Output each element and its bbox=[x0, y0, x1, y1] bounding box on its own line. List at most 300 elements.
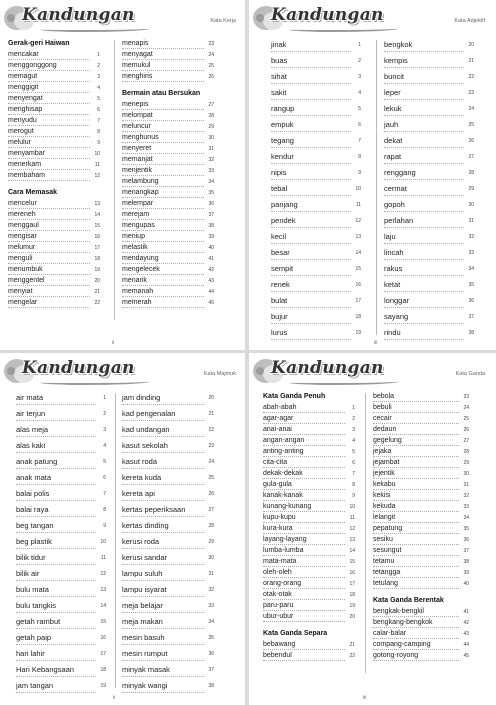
toc-entry[interactable] bbox=[122, 521, 214, 537]
toc-entry[interactable] bbox=[8, 288, 100, 299]
toc-entry[interactable] bbox=[8, 277, 100, 288]
toc-entry[interactable] bbox=[384, 232, 474, 248]
toc-entry[interactable] bbox=[271, 216, 361, 232]
toc-entry[interactable] bbox=[263, 459, 355, 470]
dot-leader bbox=[373, 412, 459, 413]
toc-entry[interactable] bbox=[16, 617, 106, 633]
toc-entry[interactable] bbox=[122, 299, 214, 310]
toc-entry[interactable] bbox=[122, 681, 214, 697]
toc-entry[interactable] bbox=[263, 481, 355, 492]
entry-word: menumbuk bbox=[8, 266, 43, 273]
toc-entry[interactable] bbox=[384, 104, 474, 120]
dot-leader bbox=[8, 59, 90, 60]
entry-word: melulur bbox=[8, 139, 31, 146]
toc-entry[interactable] bbox=[384, 136, 474, 152]
toc-entry[interactable] bbox=[263, 536, 355, 547]
dot-leader bbox=[8, 263, 90, 264]
entry-page-number: 26 bbox=[208, 74, 214, 80]
dot-leader bbox=[122, 564, 204, 565]
toc-entry[interactable] bbox=[122, 222, 214, 233]
decorative-blob bbox=[7, 14, 15, 22]
entry-page-number: 8 bbox=[358, 154, 361, 160]
entry-word: kanak-kanak bbox=[263, 492, 303, 499]
entry-word: tetamu bbox=[373, 558, 395, 565]
dot-leader bbox=[373, 522, 459, 523]
dot-leader bbox=[122, 252, 204, 253]
entry-page-number: 38 bbox=[208, 683, 214, 689]
dot-leader bbox=[271, 323, 351, 324]
toc-entry[interactable] bbox=[373, 547, 469, 558]
dot-leader bbox=[263, 599, 345, 600]
toc-entry[interactable] bbox=[271, 136, 361, 152]
toc-entry[interactable] bbox=[373, 608, 469, 619]
toc-entry[interactable] bbox=[122, 73, 214, 84]
toc-entry[interactable] bbox=[122, 441, 214, 457]
entry-word: lekuk bbox=[384, 104, 402, 113]
toc-entry[interactable] bbox=[263, 641, 355, 652]
toc-entry[interactable] bbox=[271, 264, 361, 280]
toc-entry[interactable] bbox=[271, 104, 361, 120]
toc-entry[interactable] bbox=[384, 280, 474, 296]
section-heading: Bermain atau Bersukan bbox=[122, 90, 201, 97]
dot-leader bbox=[122, 596, 204, 597]
toc-entry[interactable] bbox=[8, 244, 100, 255]
title-swoosh bbox=[289, 379, 399, 385]
dot-leader bbox=[263, 412, 345, 413]
toc-entry[interactable] bbox=[8, 84, 100, 95]
entry-page-number: 3 bbox=[103, 427, 106, 433]
toc-entry[interactable] bbox=[122, 489, 214, 505]
toc-entry[interactable] bbox=[122, 649, 214, 665]
toc-entry[interactable] bbox=[384, 184, 474, 200]
toc-entry[interactable] bbox=[263, 503, 355, 514]
entry-page-number: 9 bbox=[358, 170, 361, 176]
decorative-blob bbox=[7, 367, 15, 375]
toc-entry[interactable] bbox=[122, 233, 214, 244]
entry-page-number: 27 bbox=[463, 438, 469, 444]
entry-page-number: 18 bbox=[100, 667, 106, 673]
toc-entry[interactable] bbox=[16, 473, 106, 489]
toc-entry[interactable] bbox=[8, 139, 100, 150]
toc-entry[interactable] bbox=[8, 62, 100, 73]
toc-entry[interactable] bbox=[263, 569, 355, 580]
toc-entry[interactable] bbox=[263, 558, 355, 569]
dot-leader bbox=[384, 147, 464, 148]
toc-entry[interactable] bbox=[384, 248, 474, 264]
toc-entry[interactable] bbox=[271, 232, 361, 248]
entry-word: mata-mata bbox=[263, 558, 297, 565]
toc-entry[interactable] bbox=[122, 457, 214, 473]
entry-word: sesungut bbox=[373, 547, 402, 554]
toc-entry[interactable] bbox=[122, 62, 214, 73]
entry-page-number: 4 bbox=[352, 438, 355, 444]
dot-leader bbox=[373, 456, 459, 457]
toc-entry[interactable] bbox=[263, 613, 355, 624]
entry-page-number: 16 bbox=[94, 234, 100, 240]
section-heading: Gerak-geri Haiwan bbox=[8, 40, 70, 47]
entry-word: membaham bbox=[8, 172, 45, 179]
dot-leader bbox=[384, 51, 464, 52]
dot-leader bbox=[8, 103, 90, 104]
toc-entry[interactable] bbox=[122, 601, 214, 617]
entry-page-number: 2 bbox=[358, 58, 361, 64]
entry-word: mereneh bbox=[8, 211, 36, 218]
toc-entry[interactable] bbox=[271, 120, 361, 136]
entry-word: cermat bbox=[384, 184, 407, 193]
toc-entry[interactable] bbox=[122, 211, 214, 222]
entry-page-number: 16 bbox=[349, 570, 355, 576]
entry-word: kereta kuda bbox=[122, 473, 162, 482]
toc-entry[interactable] bbox=[384, 120, 474, 136]
entry-word: dekat bbox=[384, 136, 403, 145]
entry-word: tetangga bbox=[373, 569, 401, 576]
entry-word: bebendul bbox=[263, 652, 292, 659]
toc-entry[interactable] bbox=[122, 553, 214, 569]
toc-entry[interactable] bbox=[8, 73, 100, 84]
entry-page-number: 22 bbox=[349, 653, 355, 659]
toc-entry[interactable] bbox=[122, 178, 214, 189]
toc-entry[interactable] bbox=[8, 200, 100, 211]
entry-page-number: 19 bbox=[100, 683, 106, 689]
entry-page-number: 15 bbox=[349, 559, 355, 565]
entry-word: nipis bbox=[271, 168, 287, 177]
toc-entry[interactable] bbox=[373, 641, 469, 652]
entry-page-number: 42 bbox=[208, 267, 214, 273]
toc-entry[interactable] bbox=[8, 51, 100, 62]
column-divider bbox=[114, 40, 115, 320]
entry-word: meja belajar bbox=[122, 601, 163, 610]
toc-column-left bbox=[263, 393, 355, 663]
entry-page-number: 29 bbox=[208, 124, 214, 130]
toc-entry[interactable] bbox=[373, 558, 469, 569]
toc-entry[interactable] bbox=[122, 277, 214, 288]
toc-entry[interactable] bbox=[16, 457, 106, 473]
dot-leader bbox=[122, 230, 204, 231]
toc-entry[interactable] bbox=[384, 312, 474, 328]
toc-entry[interactable] bbox=[384, 88, 474, 104]
toc-entry[interactable] bbox=[373, 426, 469, 437]
entry-word: meluncur bbox=[122, 123, 151, 130]
toc-entry[interactable] bbox=[122, 255, 214, 266]
entry-page-number: 32 bbox=[208, 587, 214, 593]
toc-entry[interactable] bbox=[384, 152, 474, 168]
entry-page-number: 23 bbox=[208, 41, 214, 47]
dot-leader bbox=[373, 478, 459, 479]
toc-entry[interactable] bbox=[16, 393, 106, 409]
toc-entry[interactable] bbox=[8, 117, 100, 128]
toc-entry[interactable] bbox=[122, 244, 214, 255]
toc-entry[interactable] bbox=[122, 288, 214, 299]
toc-entry[interactable] bbox=[122, 409, 214, 425]
toc-entry[interactable] bbox=[271, 248, 361, 264]
entry-page-number: 33 bbox=[208, 168, 214, 174]
toc-entry[interactable] bbox=[16, 633, 106, 649]
entry-word: kad pengenalan bbox=[122, 409, 176, 418]
toc-entry[interactable] bbox=[122, 112, 214, 123]
toc-entry[interactable] bbox=[122, 569, 214, 585]
dot-leader bbox=[122, 219, 204, 220]
toc-entry[interactable] bbox=[263, 580, 355, 591]
toc-entry[interactable] bbox=[16, 553, 106, 569]
toc-entry[interactable] bbox=[271, 72, 361, 88]
entry-page-number: 24 bbox=[208, 459, 214, 465]
entry-page-number: 1 bbox=[103, 395, 106, 401]
entry-word: lampu isyarat bbox=[122, 585, 167, 594]
dot-leader bbox=[384, 323, 464, 324]
toc-entry[interactable] bbox=[8, 266, 100, 277]
entry-word: calar-balar bbox=[373, 630, 407, 637]
toc-entry[interactable] bbox=[16, 409, 106, 425]
toc-entry[interactable] bbox=[16, 585, 106, 601]
toc-entry[interactable] bbox=[122, 537, 214, 553]
toc-entry[interactable] bbox=[122, 200, 214, 211]
entry-word: bengkak-bengkil bbox=[373, 608, 424, 615]
entry-page-number: 37 bbox=[468, 314, 474, 320]
toc-entry[interactable] bbox=[384, 168, 474, 184]
entry-word: gopoh bbox=[384, 200, 405, 209]
toc-entry[interactable] bbox=[122, 101, 214, 112]
dot-leader bbox=[122, 274, 204, 275]
entry-page-number: 31 bbox=[468, 218, 474, 224]
entry-word: laju bbox=[384, 232, 396, 241]
toc-entry[interactable] bbox=[271, 312, 361, 328]
dot-leader bbox=[122, 48, 204, 49]
toc-entry[interactable] bbox=[122, 189, 214, 200]
toc-entry[interactable] bbox=[122, 393, 214, 409]
toc-entry[interactable] bbox=[16, 441, 106, 457]
section-heading: Kata Ganda Berentak bbox=[373, 597, 444, 604]
entry-word: anting-anting bbox=[263, 448, 304, 455]
dot-leader bbox=[8, 158, 90, 159]
entry-page-number: 6 bbox=[352, 460, 355, 466]
toc-entry[interactable] bbox=[8, 128, 100, 139]
toc-entry[interactable] bbox=[373, 652, 469, 663]
toc-entry[interactable] bbox=[384, 72, 474, 88]
toc-entry[interactable] bbox=[384, 328, 474, 344]
toc-entry[interactable] bbox=[8, 299, 100, 310]
toc-entry[interactable] bbox=[373, 415, 469, 426]
dot-leader bbox=[373, 423, 459, 424]
entry-page-number: 16 bbox=[100, 635, 106, 641]
toc-entry[interactable] bbox=[8, 150, 100, 161]
entry-word: longgar bbox=[384, 296, 410, 305]
toc-entry[interactable] bbox=[122, 425, 214, 441]
toc-entry[interactable] bbox=[122, 665, 214, 681]
entry-page-number: 32 bbox=[208, 157, 214, 163]
entry-page-number: 4 bbox=[103, 443, 106, 449]
entry-page-number: 24 bbox=[468, 106, 474, 112]
toc-entry[interactable] bbox=[373, 503, 469, 514]
entry-word: sesiku bbox=[373, 536, 393, 543]
toc-entry[interactable] bbox=[122, 40, 214, 51]
dot-leader bbox=[122, 241, 204, 242]
toc-entry[interactable] bbox=[122, 51, 214, 62]
toc-entry[interactable] bbox=[373, 580, 469, 591]
toc-entry[interactable] bbox=[373, 630, 469, 641]
toc-entry[interactable] bbox=[8, 233, 100, 244]
entry-page-number: 3 bbox=[352, 427, 355, 433]
toc-entry[interactable] bbox=[373, 492, 469, 503]
toc-entry[interactable] bbox=[263, 602, 355, 613]
toc-entry[interactable] bbox=[8, 211, 100, 222]
dot-leader bbox=[122, 468, 204, 469]
entry-page-number: 16 bbox=[355, 282, 361, 288]
dot-leader bbox=[373, 511, 459, 512]
toc-entry[interactable] bbox=[271, 280, 361, 296]
toc-entry[interactable] bbox=[384, 264, 474, 280]
page-number: ii bbox=[113, 695, 116, 701]
entry-word: balai polis bbox=[16, 489, 50, 498]
toc-entry[interactable] bbox=[16, 665, 106, 681]
toc-entry[interactable] bbox=[384, 56, 474, 72]
entry-word: mesin rumput bbox=[122, 649, 168, 658]
dot-leader bbox=[373, 566, 459, 567]
entry-word: mengupas bbox=[122, 222, 155, 229]
dot-leader bbox=[8, 208, 90, 209]
toc-entry[interactable] bbox=[373, 437, 469, 448]
toc-entry[interactable] bbox=[122, 167, 214, 178]
toc-entry[interactable] bbox=[271, 40, 361, 56]
toc-entry[interactable] bbox=[263, 426, 355, 437]
page-number: iii bbox=[363, 695, 367, 701]
toc-entry[interactable] bbox=[263, 591, 355, 602]
toc-entry[interactable] bbox=[122, 617, 214, 633]
dot-leader bbox=[263, 649, 345, 650]
toc-entry[interactable] bbox=[16, 649, 106, 665]
toc-entry[interactable] bbox=[16, 569, 106, 585]
entry-page-number: 9 bbox=[352, 493, 355, 499]
toc-entry[interactable] bbox=[263, 404, 355, 415]
dot-leader bbox=[384, 291, 464, 292]
entry-page-number: 11 bbox=[100, 555, 106, 561]
toc-entry[interactable] bbox=[373, 536, 469, 547]
dot-leader bbox=[384, 259, 464, 260]
toc-entry[interactable] bbox=[271, 184, 361, 200]
entry-word: oleh-oleh bbox=[263, 569, 292, 576]
entry-page-number: 2 bbox=[103, 411, 106, 417]
toc-entry[interactable] bbox=[263, 437, 355, 448]
toc-entry[interactable] bbox=[384, 216, 474, 232]
entry-page-number: 26 bbox=[468, 138, 474, 144]
toc-entry[interactable] bbox=[271, 152, 361, 168]
toc-entry[interactable] bbox=[373, 404, 469, 415]
toc-entry[interactable] bbox=[122, 156, 214, 167]
toc-entry[interactable] bbox=[271, 168, 361, 184]
toc-entry[interactable] bbox=[384, 296, 474, 312]
entry-page-number: 43 bbox=[463, 631, 469, 637]
toc-entry[interactable] bbox=[263, 448, 355, 459]
toc-entry[interactable] bbox=[263, 525, 355, 536]
dot-leader bbox=[373, 649, 459, 650]
entry-page-number: 1 bbox=[97, 52, 100, 58]
toc-column-left bbox=[271, 40, 361, 344]
toc-entry[interactable] bbox=[373, 459, 469, 470]
entry-word: gotong-royong bbox=[373, 652, 419, 659]
toc-entry[interactable] bbox=[271, 200, 361, 216]
toc-entry[interactable] bbox=[373, 525, 469, 536]
toc-entry[interactable] bbox=[122, 633, 214, 649]
entry-word: bulu tangkis bbox=[16, 601, 57, 610]
toc-entry[interactable] bbox=[263, 415, 355, 426]
dot-leader bbox=[122, 59, 204, 60]
toc-entry[interactable] bbox=[122, 123, 214, 134]
toc-entry[interactable] bbox=[122, 145, 214, 156]
entry-word: jejaka bbox=[373, 448, 392, 455]
entry-word: merogut bbox=[8, 128, 34, 135]
toc-entry[interactable] bbox=[122, 473, 214, 489]
toc-entry[interactable] bbox=[8, 172, 100, 183]
toc-entry[interactable] bbox=[263, 547, 355, 558]
toc-entry[interactable] bbox=[271, 328, 361, 344]
toc-entry[interactable] bbox=[263, 514, 355, 525]
toc-entry[interactable] bbox=[16, 521, 106, 537]
header-banner bbox=[4, 4, 244, 32]
toc-entry[interactable] bbox=[16, 601, 106, 617]
toc-entry[interactable] bbox=[122, 266, 214, 277]
toc-entry[interactable] bbox=[373, 448, 469, 459]
toc-entry[interactable] bbox=[271, 296, 361, 312]
toc-entry[interactable] bbox=[8, 222, 100, 233]
entry-word: jinak bbox=[271, 40, 287, 49]
entry-word: beg tangan bbox=[16, 521, 54, 530]
toc-entry[interactable] bbox=[271, 88, 361, 104]
entry-page-number: 42 bbox=[463, 620, 469, 626]
toc-entry[interactable] bbox=[263, 652, 355, 663]
page-number: ii bbox=[112, 340, 115, 346]
entry-page-number: 13 bbox=[349, 537, 355, 543]
entry-word: renggang bbox=[384, 168, 416, 177]
entry-page-number: 18 bbox=[349, 592, 355, 598]
toc-entry[interactable] bbox=[263, 470, 355, 481]
entry-page-number: 18 bbox=[94, 256, 100, 262]
toc-entry[interactable] bbox=[122, 585, 214, 601]
toc-entry[interactable] bbox=[384, 200, 474, 216]
toc-entry[interactable] bbox=[373, 393, 469, 404]
toc-entry[interactable] bbox=[16, 425, 106, 441]
toc-entry[interactable] bbox=[122, 134, 214, 145]
toc-entry[interactable] bbox=[16, 505, 106, 521]
toc-entry[interactable] bbox=[373, 514, 469, 525]
toc-entry[interactable] bbox=[8, 255, 100, 266]
dot-leader bbox=[122, 676, 204, 677]
dot-leader bbox=[373, 544, 459, 545]
entry-word: pendek bbox=[271, 216, 296, 225]
dot-leader bbox=[122, 153, 204, 154]
toc-entry[interactable] bbox=[263, 492, 355, 503]
dot-leader bbox=[122, 532, 204, 533]
toc-entry[interactable] bbox=[8, 106, 100, 117]
toc-entry[interactable] bbox=[16, 681, 106, 697]
toc-entry[interactable] bbox=[16, 537, 106, 553]
entry-page-number: 45 bbox=[463, 653, 469, 659]
toc-entry[interactable] bbox=[8, 161, 100, 172]
toc-entry[interactable] bbox=[384, 40, 474, 56]
toc-entry[interactable] bbox=[8, 95, 100, 106]
toc-entry[interactable] bbox=[373, 619, 469, 630]
entry-word: menyeret bbox=[122, 145, 152, 152]
toc-entry[interactable] bbox=[16, 489, 106, 505]
toc-entry[interactable] bbox=[122, 505, 214, 521]
entry-word: mencakar bbox=[8, 51, 39, 58]
dot-leader bbox=[384, 227, 464, 228]
toc-entry[interactable] bbox=[373, 569, 469, 580]
toc-entry[interactable] bbox=[373, 481, 469, 492]
entry-word: kecil bbox=[271, 232, 287, 241]
dot-leader bbox=[122, 500, 204, 501]
entry-page-number: 18 bbox=[355, 314, 361, 320]
toc-entry[interactable] bbox=[271, 56, 361, 72]
toc-entry[interactable] bbox=[373, 470, 469, 481]
